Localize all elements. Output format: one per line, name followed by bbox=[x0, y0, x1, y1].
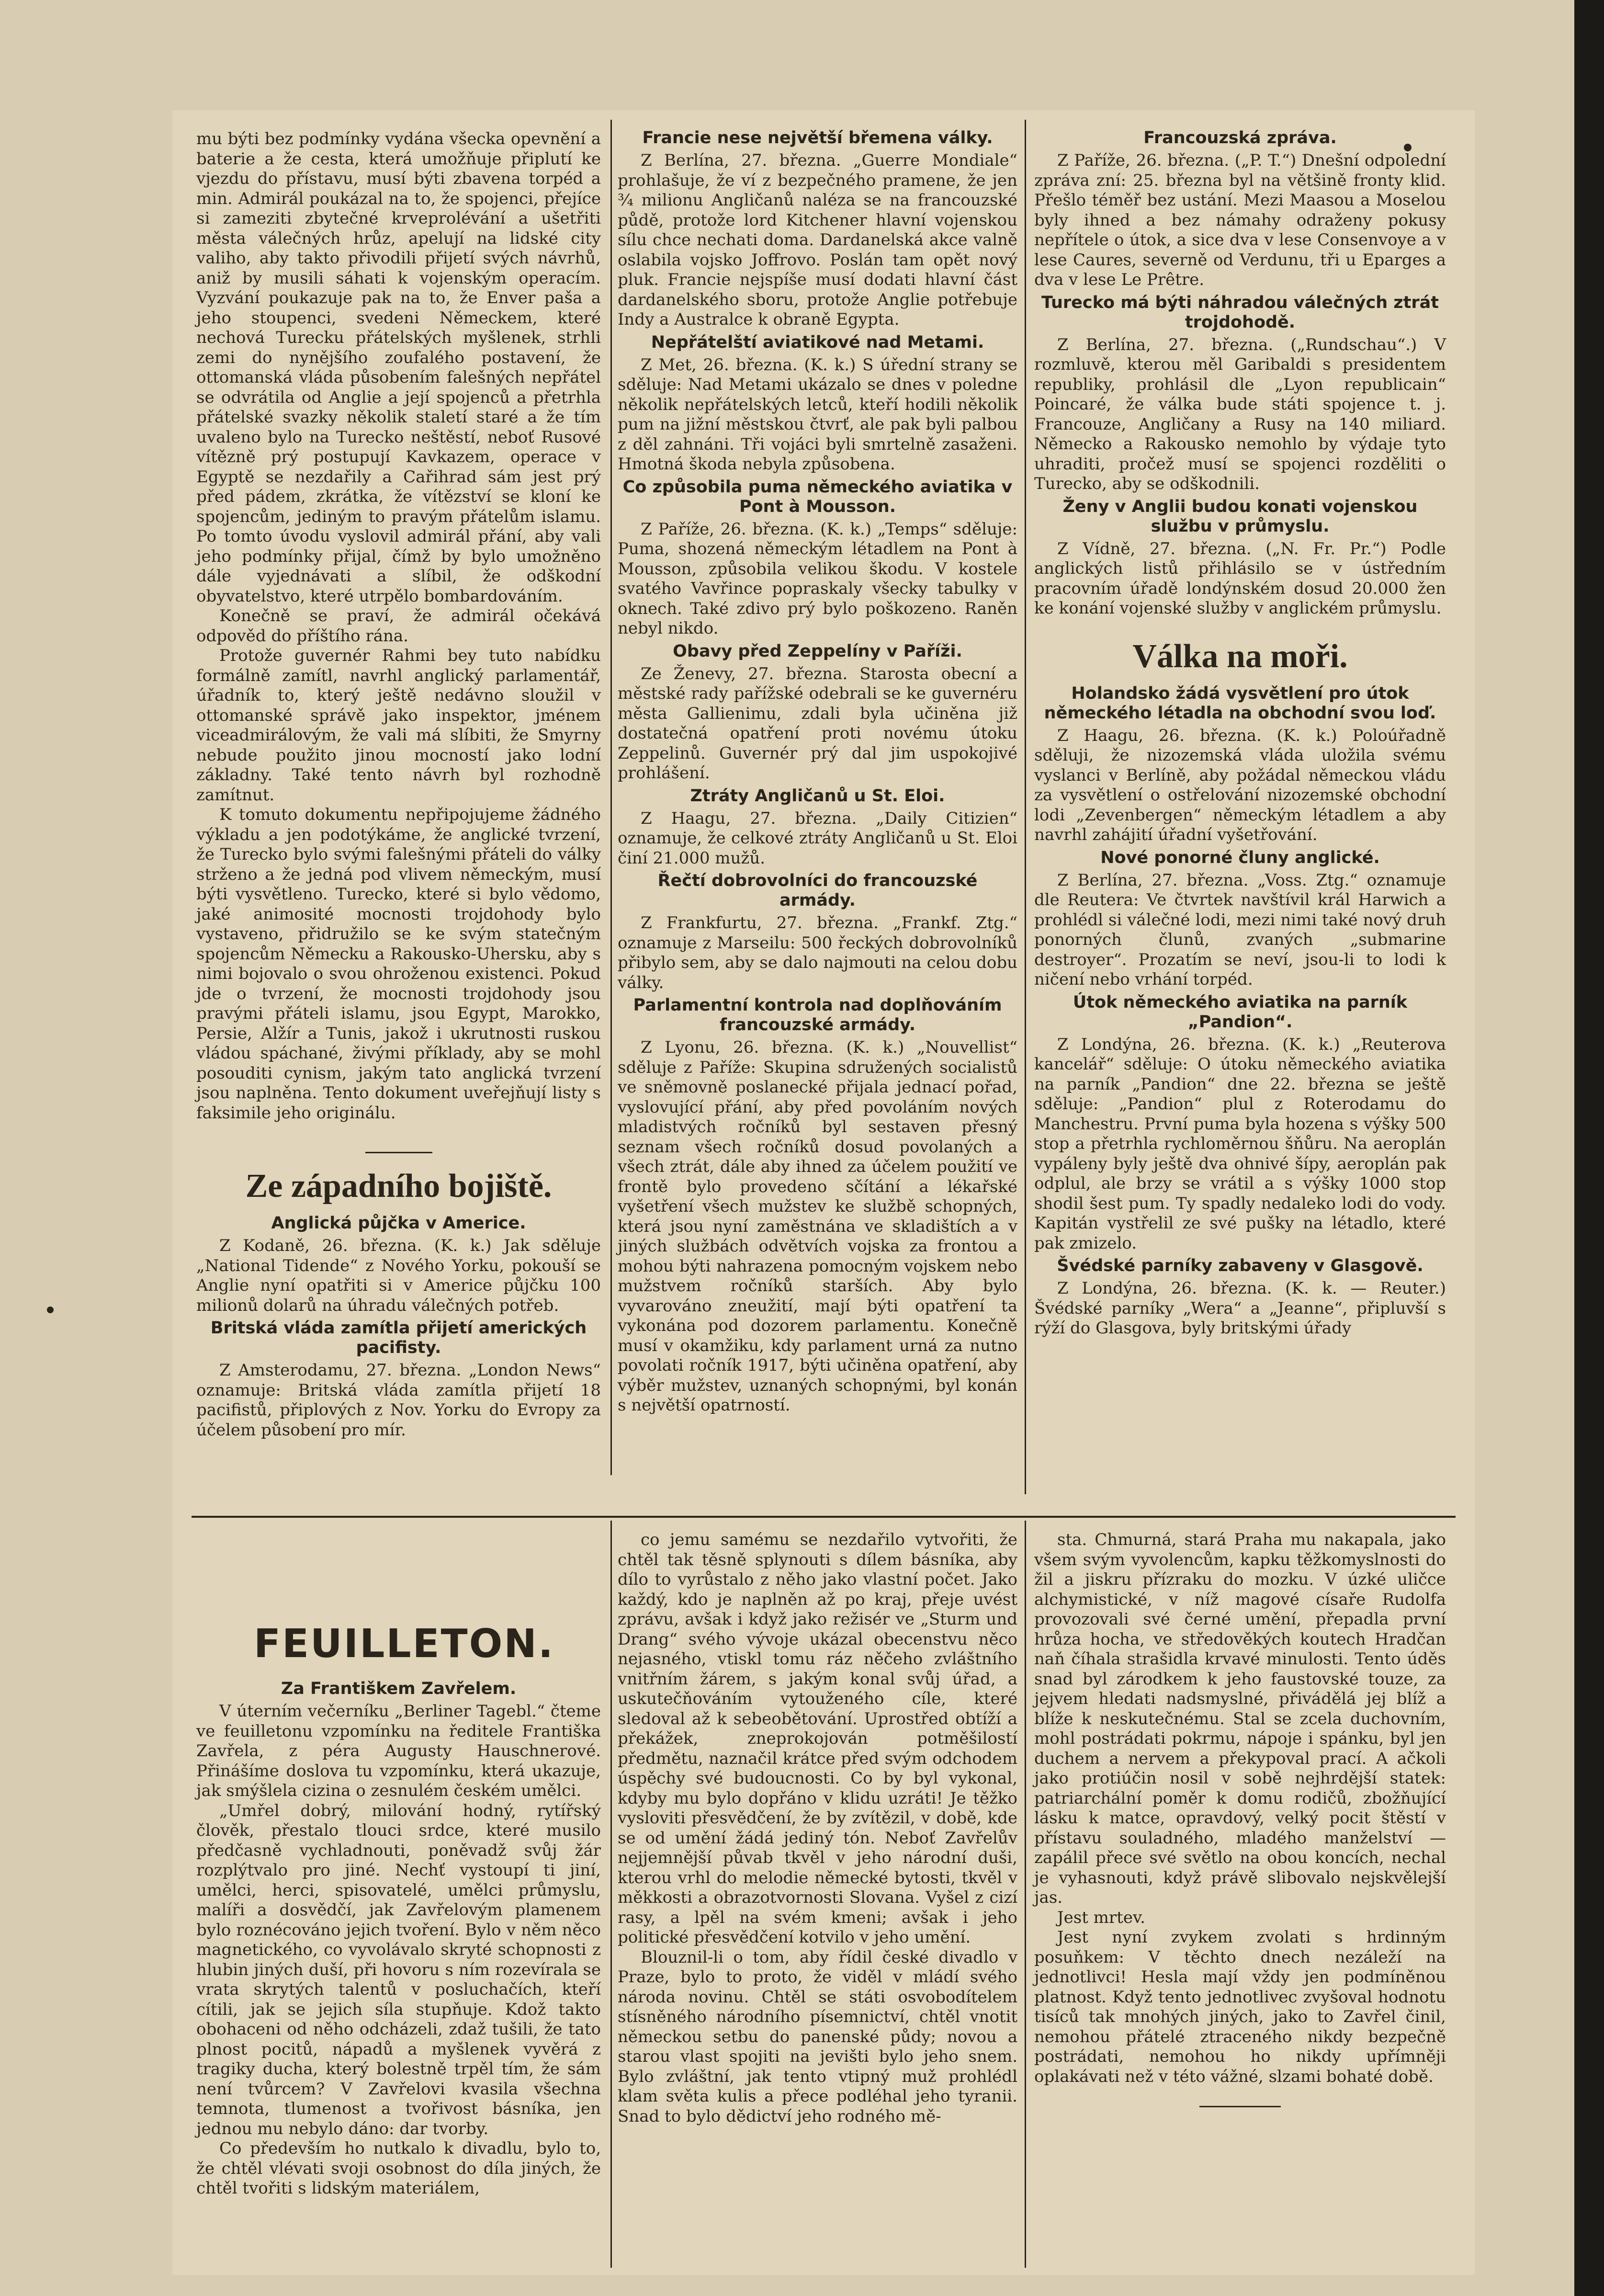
article-heading: Anglická půjčka v Americe. bbox=[271, 1214, 526, 1233]
article-text: Z Met, 26. března. (K. k.) S úřední strany se sděluje: Nad Metami ukázalo se dnes v poledne několik nepřátelských letců, kteří hodili několik pum na jižní městskou čtvrť, ale pak byli palbou z děl zahnáni. Tři vojáci byli smrtelně zasaženi. Hmotná škoda nebyla způsobena. bbox=[618, 355, 1017, 474]
article-text: Blouznil-li o tom, aby řídil české divadlo v Praze, bylo to proto, že viděl v mládí svého národa novinu. Chtěl se státi osvobodítelem stísněného národního písemnictví, chtěl vnotit německou setbu do panenské půdy; novou a starou vlast spojiti na jevišti bylo jeho snem. Bylo zvláštní, jak tento vtipný muž prohlédl klam světa kulis a přece podléhal jeho tyranii. Snad to bylo dědictví jeho rodného mě- bbox=[618, 1947, 1017, 2126]
column-rule bbox=[610, 1521, 612, 2268]
article-text: mu býti bez podmínky vydána všecka opevnění a baterie a že cesta, která umožňuje připlutí ke vjezdu do přístavu, musí býti zbavena torpéd a min. Admirál poukázal na to, že spojenci, přejíce si zameziti zbytečné krveprolévání a ušetřiti města válečných hrůz, apelují na lidské city valiho, aby takto přivodili přijetí svých návrhů, aniž by musili sáhati k vojenským operacím. Vyzvání poukazuje pak na to, že Enver paša a jeho stoupenci, svedeni Německem, které nechová Turecku přátelských myšlenek, strhli zemi do nynějšího zoufalého postavení, že ottomanská vláda působením falešných nepřátel se odvrátila od Anglie a její spojenců a přetrhla přátelské svazky několik staletí staré a že tím uvaleno bylo na Turecko neštěstí, neboť Rusové vítězně prý postupují Kavkazem, operace v Egyptě se nezdařily a Cařihrad sám jest prý před pádem, zkrátka, že vítězství se kloní ke spojencům, jediným to pravým přátelům islamu. Po tomto úvodu vyslovil admirál přání, aby vali jeho podmínky přijal, čímž by bylo umožněno dále vyjednávati a slíbil, že odškodní obyvatelstvo, které utrpělo bombardováním. bbox=[196, 129, 601, 606]
divider bbox=[1199, 2106, 1281, 2107]
divider bbox=[365, 1152, 432, 1153]
article-heading: Nepřátelští aviatikové nad Metami. bbox=[651, 332, 984, 352]
ink-spot bbox=[47, 1307, 54, 1313]
column-rule bbox=[610, 120, 612, 1475]
article-text: Z Londýna, 26. března. (K. k. — Reuter.) Švédské parníky „Wera“ a „Jeanne“, připluvší s rýží do Glasgova, byly britskými úřady bbox=[1034, 1279, 1446, 1338]
article-heading: Za Františkem Zavřelem. bbox=[281, 1679, 517, 1698]
article-text: Jest nyní zvykem zvolati s hrdinným posuňkem: V těchto dnech nezáleží na jednotlivci! Hesla mají vždy jen podmíněnou platnost. Když tento jednotlivec zvyšoval hodnotu tisíců tak mnohých jiných, jako to Zavřel činil, nemohou přátelé ztraceného nikdy bezpečně postrádati, nemohou ho nikdy upřímněji oplakávati než v této vážné, slzami bohaté době. bbox=[1034, 1928, 1446, 2086]
article-heading: Obavy před Zeppelíny v Paříži. bbox=[673, 641, 962, 661]
article-text: Z Paříže, 26. března. (K. k.) „Temps“ sděluje: Puma, shozená německým létadlem na Pont à Mousson, způsobila velikou škodu. V kostele svatého Vavřince popraskaly všecky tabulky v oknech. Také zdivo prý bylo poškozeno. Raněn nebyl nikdo. bbox=[618, 519, 1017, 638]
article-text: Z Berlína, 27. března. „Voss. Ztg.“ oznamuje dle Reutera: Ve čtvrtek navštívil král Harwich a prohlédl si válečné lodi, mezi nimi také nový druh ponorných člunů, zvaných „submarine destroyer“. Prozatím se neví, jsou-li to lodi k ničení nebo vrhání torpéd. bbox=[1034, 870, 1446, 989]
article-text: Z Haagu, 26. března. (K. k.) Poloúřadně sděluji, že nizozemská vláda uložila svému vyslanci v Berlíně, aby požádal německou vládu za vysvětlení o ostřelování nizozemské obchodní lodi „Zevenbergen“ německým létadlem a aby navrhl zahájití úřadní vyšetřování. bbox=[1034, 726, 1446, 844]
article-heading: Francouzská zpráva. bbox=[1143, 128, 1337, 148]
page-edge bbox=[1574, 0, 1604, 2296]
article-text: Z Berlína, 27. března. „Guerre Mondiale“ prohlašuje, že ví z bezpečného pramene, že jen ¾ milionu Angličanů naléza se na francouzské půdě, protože lord Kitchener hlavní vojenskou sílu chce nechati doma. Dardanelská akce valně oslabila vojsko Joffrovo. Poslán tam opět nový pluk. Francie nejspíše musí dodati hlavní část dardanelského sboru, protože Anglie potřebuje Indy a Australce k obraně Egypta. bbox=[618, 151, 1017, 329]
article-heading: Britská vláda zamítla přijetí amerických pacifisty. bbox=[210, 1318, 587, 1357]
article-heading: Útok německého aviatika na parník „Pandion“. bbox=[1073, 992, 1408, 1032]
article-text: co jemu samému se nezdařilo vytvořiti, že chtěl tak těsně splynouti s dílem básníka, aby dílo to vyrůstalo z něho jako vlastní počet. Jako každý, kdo je naplněn až po kraj, přeje uvést zprávu, avšak i když jako režisér ve „Sturm und Drang“ svého vývoje ukázal obecenstvu něco nejasného, vtiskl tomu ráz něčeho zvláštního vnitřním žárem, s jakým konal svůj úřad, a uskutečňováním vytouženého cíle, které sledoval až k sebeobětování. Uprostřed obtíží a překážek, zneprokojován potměšilostí předmětu, naznačil krátce před svým odchodem úspěchy své budoucnosti. Co by byl vykonal, kdyby mu bylo dopřáno v klidu uzráti! Je těžko vysloviti přesvědčení, že by zvítězil, v době, kde se od umění žádá jediný tón. Neboť Zavřelův nejjemnější půvab tkvěl v jeho národní duši, kterou vrhl do melodie německé bytosti, tkvěl v měkkosti a obrazotvornosti Slovana. Vyšel z cizí rasy, a lpěl na svém kmeni; avšak i jeho politické přesvědčení kotvilo v jeho umění. bbox=[618, 1530, 1017, 1947]
article-text: Protože guvernér Rahmi bey tuto nabídku formálně zamítl, navrhl anglický parlamentář, úřadník to, který ještě nedávno sloužil v ottomanské správě jako inspektor, jménem viceadmirálovým, že vali má slíbiti, že Smyrny nebude použito jinou mocností jako lodní základny. Také tento návrh byl rozhodně zamítnut. bbox=[196, 646, 601, 805]
column-rule bbox=[1025, 1521, 1026, 2268]
article-text: Z Lyonu, 26. března. (K. k.) „Nouvellist“ sděluje z Paříže: Skupina sdružených socialistů ve sněmovně poslanecké přijala jednací pořad, vyslovující přání, aby před povoláním nových mladistvých ročníků byl sestaven přesný seznam všech ročníků dosud povolaných a všech ztrát, dále aby ihned za účelem použití ve frontě bylo provedeno sčítání a lékařské vyšetření všech mužstev ke službě schopných, která jsou nyní zaměstnána ve skladištích a v jiných službách odvětvích vojska za frontou a mohou býti nahrazena pomocným vojskem nebo mužstvem ročníků starších. Aby bylo vyvarováno zneužití, mají býti opatření ta vykonána pod dozorem parlamentu. Konečně musí v okamžiku, kdy parlament urná za nutno povolati ročník 1917, býti učiněna opatření, aby výběr mužstev, uznaných schopnými, byl konán s největší opatrností. bbox=[618, 1038, 1017, 1415]
feuilleton-title: FEUILLETON. bbox=[254, 1621, 555, 1667]
feuilleton-column-1 bbox=[196, 1676, 601, 2199]
section-heading: Ze západního bojiště. bbox=[245, 1168, 552, 1205]
article-text: Jest mrtev. bbox=[1057, 1908, 1145, 1927]
column-3 bbox=[1034, 125, 1446, 1339]
column-rule bbox=[1025, 120, 1026, 1494]
article-text: Z Frankfurtu, 27. března. „Frankf. Ztg.“ oznamuje z Marseilu: 500 řeckých dobrovolníků přibylo sem, aby se dalo najmouti na celou dobu války. bbox=[618, 913, 1017, 992]
article-text: „Umřel dobrý, milování hodný, rytířský člověk, přestalo tlouci srdce, které musilo předčasně vychladnouti, poněvadž svůj žár rozplýtvalo pro jiné. Nechť vystoupí ti jiní, umělci, herci, spisovatelé, umělci průmyslu, malíři a dosvědčí, jak Zavřelovým plamenem bylo roznécováno jejich tvoření. Bylo v něm něco magnetického, co vyvolávalo skryté schopnosti z hlubin jiných duší, při hovoru s ním rozevírala se vrata skrytých talentů v posluchačích, kteří cítili, jak se jejich síla stupňuje. Kdož takto obohaceni od něho odcházeli, zdaž tušili, že tato plnost pocitů, nápadů a myšlenek vyvěrá z tragiky ducha, který bolestně trpěl tím, že sám není tvůrcem? V Zavřelovi kvasila všechna temnota, tlumenost a tvořivost básníka, jen jednou mu nebylo dáno: dar tvorby. bbox=[196, 1801, 601, 2138]
article-text: Z Vídně, 27. března. („N. Fr. Pr.“) Podle anglických listů přihlásilo se v ústředním pracovním úřadě londýnském dosud 20.000 žen ke konání vojenské služby v anglickém průmyslu. bbox=[1034, 539, 1446, 618]
feuilleton-column-2 bbox=[618, 1530, 1017, 2126]
article-text: Z Kodaně, 26. března. (K. k.) Jak sděluje „National Tidende“ z Nového Yorku, pokouší se Anglie nyní opatřiti si v Americe půjčku 100 milionů dolarů na úhradu válečných potřeb. bbox=[196, 1236, 601, 1315]
article-text: V úterním večerníku „Berliner Tagebl.“ čteme ve feuilletonu vzpomínku na ředitele Františka Zavřela, z péra Augusty Hauschnerové. Přinášíme doslova tu vzpomínku, která ukazuje, jak smýšlela cizina o zesnulém českém umělci. bbox=[196, 1702, 601, 1800]
feuilleton-rule bbox=[192, 1516, 1456, 1518]
article-text: Z Londýna, 26. března. (K. k.) „Reuterova kancelář“ sděluje: O útoku německého aviatika na parník „Pandion“ dne 22. března se ještě sděluje: „Pandion“ plul z Roterodamu do Manchestru. První puma byla hozena s výšky 500 stop a přetrhla rychloměrnou šňůru. Na aeroplán vypáleny byly ještě dva ohnivé šípy, aeroplán pak odplul, ale brzy se vrátil a s výšky 1000 stop shodil šest pum. Ty spadly nedaleko lodi do vody. Kapitán vystřelil ze své pušky na létadlo, které pak zmizelo. bbox=[1034, 1034, 1446, 1253]
feuilleton-column-3 bbox=[1034, 1530, 1446, 2107]
article-text: Co především ho nutkalo k divadlu, bylo to, že chtěl vlévati svoji osobnost do díla jiných, že chtěl tvořiti s lidským materiálem, bbox=[196, 2139, 601, 2198]
article-heading: Turecko má býti náhradou válečných ztrát trojdohodě. bbox=[1041, 293, 1439, 332]
article-heading: Parlamentní kontrola nad doplňováním francouzské armády. bbox=[633, 996, 1002, 1034]
article-heading: Švédské parníky zabaveny v Glasgově. bbox=[1057, 1256, 1423, 1275]
column-1 bbox=[196, 129, 601, 1440]
article-text: Z Haagu, 27. března. „Daily Citizien“ oznamuje, že celkové ztráty Angličanů u St. Eloi činí 21.000 mužů. bbox=[618, 808, 1017, 868]
article-text: sta. Chmurná, stará Praha mu nakapala, jako všem svým vyvolencům, kapku těžkomyslnosti do žil a jiskru přízraku do mozku. V úzké uličce alchymistické, v níž magové císaře Rudolfa provozovali své černé umění, přepadla první hrůza hocha, ve středověkých koutech Hradčan naň číhala strašidla krvavé minulosti. Tento úděs snad byl zárodkem k jeho faustovské touze, za jejvem hledati nadsmyslné, přivádělá jej blíž a blíže k neskutečnému. Stal se zcela duchovním, mohl postrádati pokrmu, nápoje i spánku, byl jen duchem a nervem a překypoval prací. A ačkoli jako protiúčin nosil v sobě nejhrdější statek: patriarchální poměr k domu rodičů, zbožňující lásku k matce, opravdový, velký pocit štěstí v přístavu souladného, mladého manželství — zapálil přece své světlo na obou koncích, nechal je vyhasnouti, když právě slibovalo nejskvělejší jas. bbox=[1034, 1530, 1446, 1907]
article-heading: Francie nese největší břemena války. bbox=[642, 128, 993, 148]
article-text: Z Amsterodamu, 27. března. „London News“ oznamuje: Britská vláda zamítla přijetí 18 pacifistů, připlových z Nov. Yorku do Evropy za účelem působení pro mír. bbox=[196, 1361, 601, 1440]
article-heading: Co způsobila puma německého aviatika v Pont à Mousson. bbox=[622, 477, 1013, 516]
article-text: Z Berlína, 27. března. („Rundschau“.) V rozmluvě, kterou měl Garibaldi s presidentem republiky, prohlásil dle „Lyon republicain“ Poincaré, že válka bude státi spojence t. j. Francouze, Angličany a Rusy na 140 miliard. Německo a Rakousko nemohlo by výdaje tyto uhraditi, pročež musí se spojenci rozděliti o Turecko, aby se odškodnili. bbox=[1034, 335, 1446, 493]
article-text: Konečně se praví, že admirál očekává odpověd do příštího rána. bbox=[196, 606, 601, 646]
article-text: Ze Ženevy, 27. března. Starosta obecní a městské rady pařížské odebrali se ke guvernéru města Gallienimu, zdali byla učiněna již dostatečná opatření proti novému útoku Zeppelinů. Guvernér prý dal jim uspokojivé prohlášení. bbox=[618, 664, 1017, 783]
section-heading: Válka na moři. bbox=[1132, 637, 1348, 675]
column-2 bbox=[618, 125, 1017, 1416]
article-heading: Holandsko žádá vysvětlení pro útok německého létadla na obchodní svou loď. bbox=[1044, 683, 1436, 723]
article-heading: Řečtí dobrovolníci do francouzské armády. bbox=[657, 871, 978, 910]
article-heading: Ztráty Angličanů u St. Eloi. bbox=[690, 786, 945, 806]
article-heading: Nové ponorné čluny anglické. bbox=[1100, 848, 1380, 867]
article-text: K tomuto dokumentu nepřipojujeme žádného výkladu a jen podotýkáme, že anglické tvrzení, že Turecko bylo svými falešnými přáteli do války strženo a že jedná pod vlivem německým, musí býti vysvětleno. Turecko, které si bylo vědomo, jaké animosité mocnosti trojdohody bylo vystaveno, přidružilo se ke svým statečným spojencům Německu a Rakousko-Uhersku, aby s nimi bojovalo o svou ohroženou existenci. Pokud jde o tvrzení, že mocnosti trojdohody jsou pravými přáteli islamu, jsou Egypt, Marokko, Persie, Alžír a Tunis, jakož i ukrutnosti ruskou vládou spáchané, živými příklady, aby se mohl posouditi cynism, jakým tato anglická tvrzení jsou naplněna. Tento dokument uveřejňují listy s faksimile jeho originálu. bbox=[196, 805, 601, 1123]
article-text: Z Paříže, 26. března. („P. T.“) Dnešní odpolední zpráva zní: 25. března byl na většině fronty klid. Přešlo téměř bez ustání. Mezi Maasou a Moselou byly ihned a bez námahy odraženy pokusy nepřítele o útok, a sice dva v lese Consenvoye a v lese Caures, severně od Verdunu, tři u Eparges a dva v lese Le Prêtre. bbox=[1034, 151, 1446, 289]
article-heading: Ženy v Anglii budou konati vojenskou službu v průmyslu. bbox=[1062, 497, 1418, 536]
